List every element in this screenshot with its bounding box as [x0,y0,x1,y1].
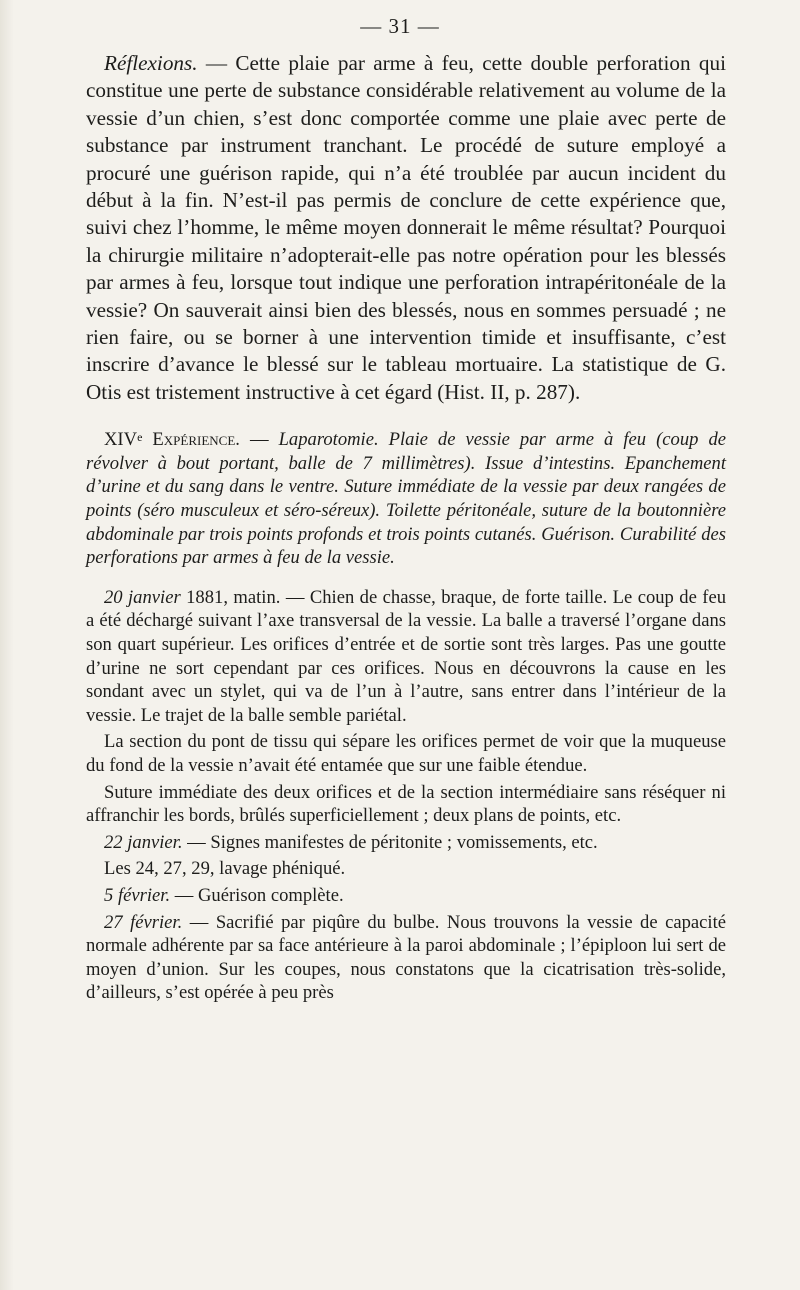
entry-text: — Sacrifié par piqûre du bulbe. Nous trouvons la vessie de capacité normale adhérente par sa face antérieure à la paroi abdominale ; l’épiploon lui sert de moyen d’union. Sur les coupes, nous constatons que la cicatrisation très-solide, d’ailleurs, s’est opérée à peu près [86,911,726,1004]
body-text [86,50,726,1005]
entry-paragraph [86,857,726,881]
entry-text: 1881, matin. — Chien de chasse, braque, de forte taille. Le coup de feu a été déchargé suivant l’axe transversal de la vessie. La balle a traversé l’organe dans son quart supérieur. Les orifices d’entrée et de sortie sont très larges. Pas une goutte d’urine ne sort cependant par ces orifices. Nous en découvrons la cause en les sondant avec un stylet, qui va de l’un à l’autre, sans entrer dans l’intérieur de la vessie. Le trajet de la balle semble pariétal. [86,586,727,726]
entry-date: 22 janvier. [104,831,183,853]
experience-summary-text: Laparotomie. Plaie de vessie par arme à feu (coup de révolver à bout portant, balle de 7 millimètres). Issue d’intestins. Epanchement d’urine et du sang dans le ventre. Suture immédiate de la vessie par deux rangées de points (séro musculeux et séro-séreux). Toilette péritonéale, suture de la boutonnière abdominale par trois points profonds et trois points cutanés. Guérison. Curabilité des perforations par armes à feu de la vessie. [86,429,726,569]
page-number: — 31 — [360,14,440,38]
entry-paragraph [86,884,726,908]
entry-text: Suture immédiate des deux orifices et de la section intermédiaire sans réséquer ni affranchir les bords, brûlés superficiellement ; deux plans de points, etc. [86,781,726,827]
experience-label: Expérience. [152,429,240,451]
experience-number: XIV [104,429,138,451]
page-edge-shadow [0,0,14,1290]
experience-dash: — [239,429,279,451]
reflexions-heading: Réflexions. [104,51,198,75]
entry-date: 5 février. [104,884,171,906]
entry-text: Les 24, 27, 29, lavage phéniqué. [104,858,346,880]
entry-paragraph [86,730,726,777]
reflexions-text: — Cette plaie par arme à feu, cette double perforation qui constitue une perte de substance considérable relativement au volume de la vessie d’un chien, s’est donc comportée comme une plaie avec perte de substance par instrument tranchant. Le procédé de suture employé a procuré une guérison rapide, qui n’a été troublée par aucun incident du début à la fin. N’est-il pas permis de conclure de cette expérience que, suivi chez l’homme, le même moyen donnerait le même résultat? Pourquoi la chirurgie militaire n’adopterait-elle pas notre opération pour les blessés par armes à feu, lorsque tout indique une perforation intrapéritonéale de la vessie? On sauverait ainsi bien des blessés, nous en sommes persuadé ; ne rien faire, ou se borner à une intervention timide et insuffisante, c’est inscrire d’avance le blessé sur le tableau mortuaire. La statistique de G. Otis est tristement instructive à cet égard (Hist. II, p. 287). [86,51,726,404]
entry-paragraph [86,586,726,728]
entry-date: 20 janvier [104,586,181,608]
entry-paragraph [86,781,726,828]
entry-text: — Signes manifestes de péritonite ; vomissements, etc. [182,831,598,853]
entry-paragraph [86,911,726,1005]
experience-summary [86,428,726,570]
entry-paragraph [86,831,726,855]
reflexions-paragraph [86,50,726,406]
entry-date: 27 février. [104,911,183,933]
entry-text: La section du pont de tissu qui sépare les orifices permet de voir que la muqueuse du fond de la vessie n’avait été entamée que sur une faible étendue. [86,731,726,776]
entry-text: — Guérison complète. [170,884,344,906]
experience-number-sup: e [137,430,143,445]
